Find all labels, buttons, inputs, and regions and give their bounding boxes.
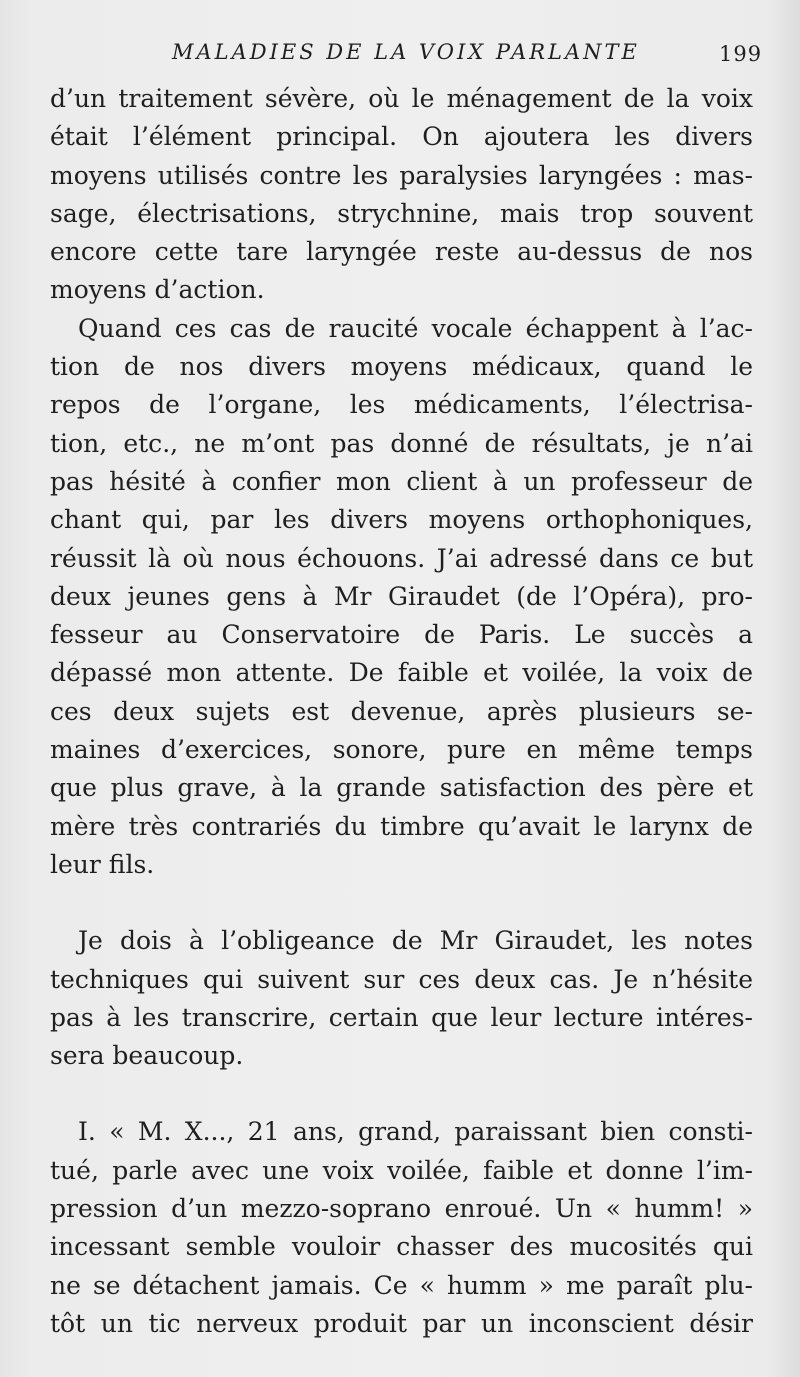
text-line: leur fils.	[50, 849, 155, 879]
text-line: pression d’un mezzo-soprano enroué. Un « humm! »	[50, 1194, 753, 1224]
page-header	[0, 40, 800, 70]
text-line: d’un traitement sévère, où le ménagement de la voix	[50, 84, 753, 113]
text-line: I. « M. X..., 21 ans, grand, paraissant bien consti-	[78, 1117, 753, 1147]
text-line: que plus grave, à la grande satisfaction des père et	[50, 773, 753, 803]
text-line: incessant semble vouloir chasser des mucosités qui	[50, 1232, 753, 1262]
text-line: ne se détachent jamais. Ce « humm » me paraît plu-	[50, 1270, 753, 1300]
text-line: techniques qui suivent sur ces deux cas. Je n’hésite	[50, 964, 753, 994]
text-line: chant qui, par les divers moyens orthophoniques,	[50, 505, 753, 535]
paragraph	[50, 310, 753, 884]
text-line: moyens utilisés contre les paralysies laryngées : mas-	[50, 160, 753, 190]
text-line: sage, électrisations, strychnine, mais trop souvent	[50, 198, 753, 228]
text-line: encore cette tare laryngée reste au-dessus de nos	[50, 237, 753, 267]
text-line: repos de l’organe, les médicaments, l’électrisa-	[50, 390, 753, 420]
text-line: fesseur au Conservatoire de Paris. Le succès a	[50, 620, 753, 650]
text-line: tion de nos divers moyens médicaux, quand le	[50, 352, 753, 382]
paragraph-gap	[50, 1075, 753, 1113]
text-line: deux jeunes gens à Mr Giraudet (de l’Opéra), pro-	[50, 581, 753, 611]
text-line: ces deux sujets est devenue, après plusieurs se-	[50, 696, 753, 726]
paragraph	[50, 1113, 753, 1343]
text-line: sera beaucoup.	[50, 1041, 244, 1071]
text-line: pas à les transcrire, certain que leur lecture intéres-	[50, 1002, 753, 1032]
paragraph	[50, 922, 753, 1075]
running-title: MALADIES DE LA VOIX PARLANTE	[172, 40, 640, 64]
page-number: 199	[719, 42, 763, 66]
text-line: moyens d’action.	[50, 275, 265, 305]
text-line: dépassé mon attente. De faible et voilée, la voix de	[50, 658, 753, 688]
text-line: réussit là où nous échouons. J’ai adressé dans ce but	[50, 543, 753, 573]
text-line: Quand ces cas de raucité vocale échappent à l’ac-	[78, 313, 753, 343]
text-line: tion, etc., ne m’ont pas donné de résultats, je n’ai	[50, 428, 753, 458]
paragraph	[50, 80, 753, 310]
text-line: mère très contrariés du timbre qu’avait le larynx de	[50, 811, 753, 841]
text-line: était l’élément principal. On ajoutera les divers	[50, 122, 753, 152]
text-line: Je dois à l’obligeance de Mr Giraudet, les notes	[78, 926, 753, 956]
text-line: pas hésité à confier mon client à un professeur de	[50, 466, 753, 496]
text-line: tôt un tic nerveux produit par un inconscient désir	[50, 1308, 753, 1338]
body-text	[50, 80, 753, 1343]
paragraph-gap	[50, 884, 753, 922]
text-line: tué, parle avec une voix voilée, faible et donne l’im-	[50, 1155, 753, 1185]
text-line: maines d’exercices, sonore, pure en même temps	[50, 735, 753, 765]
